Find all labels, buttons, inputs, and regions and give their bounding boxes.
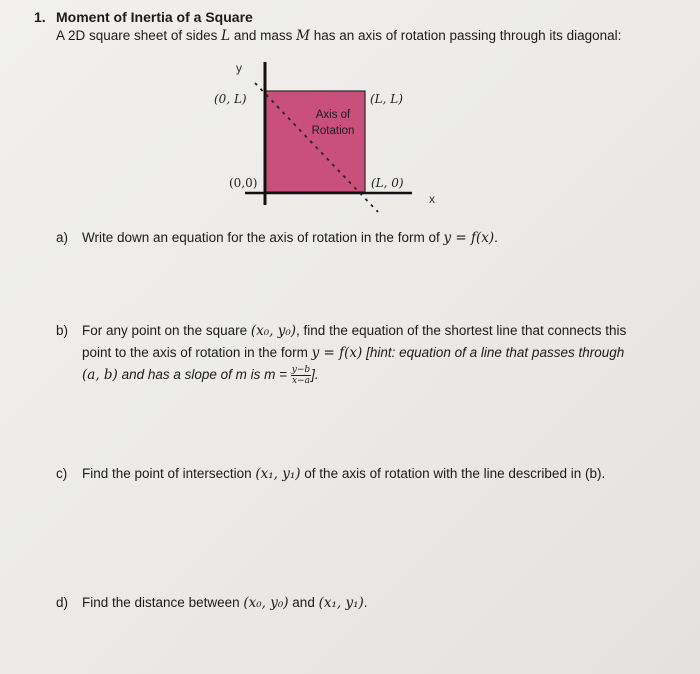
intro-side-symbol: L	[221, 28, 231, 44]
intro-suffix: has an axis of rotation passing through its diagonal:	[309, 28, 622, 43]
part-b	[56, 320, 626, 386]
part-c-text: Find the point of intersection	[82, 466, 256, 481]
part-b-line2-text: point to the axis of rotation in the form	[82, 345, 312, 360]
part-b-form-math: y = f(x)	[311, 345, 363, 361]
part-b-line2	[56, 342, 626, 364]
corner-bottom-right-label: (L, 0)	[371, 176, 404, 190]
part-d-mid: and	[288, 595, 319, 610]
corner-top-left-label: (0, L)	[214, 92, 247, 106]
intro-prefix: A 2D square sheet of sides	[56, 28, 222, 43]
slope-denominator: x−a	[291, 375, 310, 386]
part-b-point-math: (x₀, y₀)	[250, 323, 297, 339]
intro-mass-symbol: M	[296, 28, 310, 44]
corner-top-right-label: (L, L)	[370, 92, 403, 106]
part-b-ab-math: (a, b)	[82, 367, 118, 383]
part-c-math: (x₁, y₁)	[255, 466, 301, 482]
part-a	[56, 227, 498, 249]
part-d-label: d)	[56, 595, 69, 610]
part-b-line1-rest: , find the equation of the shortest line that connects this	[296, 323, 627, 338]
part-c-rest: of the axis of rotation with the line described in (b).	[300, 466, 606, 481]
part-b-hint-end: ].	[311, 367, 319, 382]
slope-numerator: y−b	[291, 364, 311, 375]
part-d-end: .	[363, 595, 368, 610]
part-a-text: Write down an equation for the axis of rotation in the form of	[82, 230, 444, 245]
part-c	[56, 463, 605, 485]
part-c-label: c)	[56, 466, 68, 481]
corner-bottom-left-label: (0,0)	[229, 176, 258, 190]
square-sheet	[265, 91, 365, 192]
rotation-axis-label-line2: Rotation	[311, 125, 355, 137]
part-b-line1	[56, 320, 626, 342]
part-d-text: Find the distance between	[82, 595, 244, 610]
x-axis-label: x	[429, 192, 435, 206]
part-b-line1-text: For any point on the square	[82, 323, 251, 338]
part-a-end: .	[494, 230, 498, 245]
slope-fraction	[291, 365, 311, 386]
part-d-math1: (x₀, y₀)	[243, 595, 289, 611]
y-axis-label: y	[236, 61, 242, 75]
part-b-hint-start: [hint: equation of a line that passes through	[362, 345, 625, 360]
question-number: 1.	[34, 9, 46, 25]
part-d	[56, 592, 368, 614]
rotation-axis-label-line1: Axis of	[315, 109, 351, 121]
part-b-line3	[56, 364, 626, 386]
intro-mid: and mass	[230, 28, 297, 43]
part-a-math: y = f(x)	[443, 230, 495, 246]
part-a-label: a)	[56, 230, 69, 245]
part-b-label: b)	[56, 323, 69, 338]
part-b-hint-slope: and has a slope of m is m =	[117, 367, 291, 382]
square-diagram	[0, 0, 700, 230]
question-title: Moment of Inertia of a Square	[56, 9, 253, 25]
part-d-math2: (x₁, y₁)	[318, 595, 364, 611]
